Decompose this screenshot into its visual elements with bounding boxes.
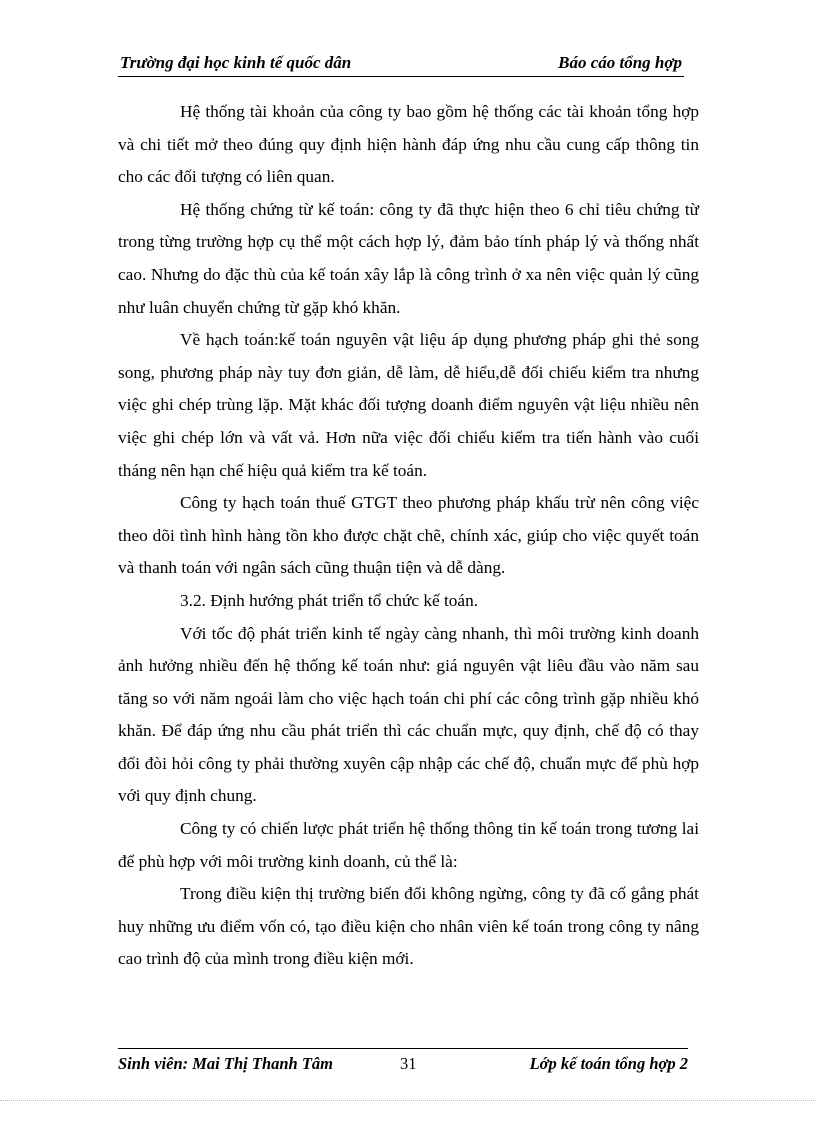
- footer-page-number: 31: [400, 1054, 417, 1073]
- page-body: [118, 96, 699, 976]
- paragraph-account-system: Hệ thống tài khoản của công ty bao gồm hệ thống các tài khoản tổng hợp và chi tiết mở theo đúng quy định hiện hành đáp ứng nhu cầu cung cấp thông tin cho các đối tượng có liên quan.: [118, 102, 699, 187]
- section-heading: 3.2. Định hướng phát triển tổ chức kế toán.: [180, 590, 479, 610]
- page-header: [118, 52, 684, 77]
- paragraph-voucher-system: Hệ thống chứng từ kế toán: công ty đã thực hiện theo 6 chỉ tiêu chứng từ trong từng trường hợp cụ thể một cách hợp lý, đảm bảo tính pháp lý và thống nhất cao. Nhưng do đặc thù của kế toán xây lắp là công trình ở xa nên việc quản lý cũng như luân chuyển chứng từ gặp khó khăn.: [118, 199, 699, 317]
- footer-student-name: Sinh viên: Mai Thị Thanh Tâm: [118, 1054, 334, 1073]
- paragraph-strategy: Công ty có chiến lược phát triển hệ thống thông tin kế toán trong tương lai để phù hợp với môi trường kinh doanh, củ thể là:: [118, 819, 699, 871]
- paragraph-vat-accounting: Công ty hạch toán thuế GTGT theo phương pháp khấu trừ nên công việc theo dõi tình hình hàng tồn kho được chặt chẽ, chính xác, giúp cho việc quyết toán và thanh toán với ngân sách cũng thuận tiện và dễ dàng.: [118, 493, 699, 578]
- footer-class-name: Lớp kế toán tổng hợp 2: [529, 1054, 688, 1073]
- header-report-title: Báo cáo tổng hợp: [558, 53, 682, 72]
- paragraph-accounting-method: Về hạch toán:kế toán nguyên vật liệu áp dụng phương pháp ghi thẻ song song, phương pháp này tuy đơn giản, dễ làm, dễ hiểu,dễ đối chiếu kiểm tra nhưng việc ghi chép trùng lặp. Mặt khác đối tượng doanh điểm nguyên vật liệu nhiều nên việc ghi chép lớn và vất vả. Hơn nữa việc đối chiếu kiểm tra tiến hành vào cuối tháng nên hạn chế hiệu quả kiểm tra kế toán.: [118, 330, 699, 480]
- header-university: Trường đại học kinh tế quốc dân: [120, 53, 352, 72]
- page-bottom-divider: [0, 1100, 816, 1101]
- page-footer: [118, 1048, 688, 1077]
- paragraph-economic-development: Với tốc độ phát triển kinh tế ngày càng nhanh, thì môi trường kinh doanh ảnh hưởng nhiều đến hệ thống kế toán như: giá nguyên vật liêu đầu vào năm sau tăng so với năm ngoái làm cho việc hạch toán chi phí các công trình gặp nhiều khó khăn. Để đáp ứng nhu cầu phát triển thì các chuẩn mực, quy định, chế độ có thay đổi đòi hỏi công ty phải thường xuyên cập nhập các chế độ, chuẩn mực để phù hợp với quy định chung.: [118, 623, 699, 806]
- paragraph-market-conditions: Trong điều kiện thị trường biến đổi không ngừng, công ty đã cố gắng phát huy những ưu điểm vốn có, tạo điều kiện cho nhân viên kế toán trong công ty nâng cao trình độ của mình trong điều kiện mới.: [118, 884, 699, 969]
